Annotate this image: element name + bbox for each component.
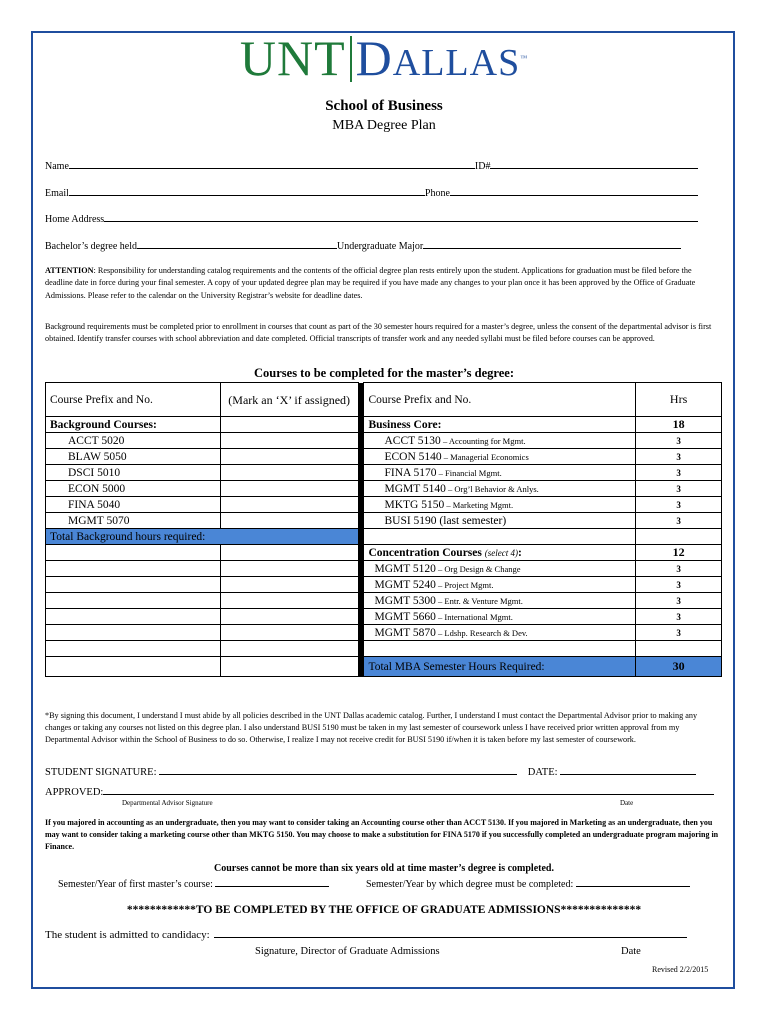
background-label: Background Courses: (46, 417, 221, 433)
unt-dallas-logo (0, 32, 768, 84)
course-hrs: 3 (636, 449, 722, 465)
phone-field[interactable] (450, 185, 698, 196)
course-hrs: 3 (636, 609, 722, 625)
course-code: MGMT 5300 (374, 594, 436, 607)
empty-cell[interactable] (46, 641, 221, 657)
course-code: MGMT 5240 (374, 578, 436, 591)
course-code: MGMT 5870 (374, 626, 436, 639)
table-row (46, 609, 722, 625)
conc-course (364, 577, 636, 593)
core-label: Business Core: (364, 417, 636, 433)
background-course: MGMT 5070 (46, 513, 221, 529)
background-course: DSCI 5010 (46, 465, 221, 481)
table-row (46, 561, 722, 577)
empty-cell[interactable] (46, 609, 221, 625)
table-row (46, 529, 722, 545)
signing-note: *By signing this document, I understand I must abide by all policies described in the UNT Dallas academic catalog. Further, I understand I must contact the Departmental Advisor prior to making any changes or taking any courses not listed on this degree plan. I also understand BUSI 5190 must be taken in my last semester of coursework unless I have received prior written approval from my Departmental Advisor within the School of Business to do so. Otherwise, I realize I may not receive credit for BUSI 5190 if/when it is taken before my last semester of coursework. (45, 711, 698, 744)
background-course: BLAW 5050 (46, 449, 221, 465)
semester-complete-field[interactable] (576, 876, 690, 887)
attention-text: : Responsibility for understanding catalog requirements and the contents of the official degree plan rests entirely upon the student. Applications for graduation must be filed before the deadline date in force during your final semester. A copy of your updated degree plan may be required if you have made any changes to your plan once it has been approved by the Office of Graduate Admissions. Please refer to the calendar on the University Registrar’s website for deadline dates. (45, 266, 696, 300)
mark-cell[interactable] (220, 561, 358, 577)
course-desc: – Managerial Economics (441, 451, 529, 462)
director-date-caption: Date (621, 946, 641, 957)
course-desc: – Ldshp. Research & Dev. (435, 627, 528, 638)
mark-cell[interactable] (220, 625, 358, 641)
conc-course (364, 609, 636, 625)
empty-cell[interactable] (364, 641, 636, 657)
course-desc: – Project Mgmt. (435, 579, 494, 590)
mark-cell[interactable] (220, 481, 358, 497)
logo-dallas-rest: ALLAS (392, 42, 521, 84)
background-course: ECON 5000 (46, 481, 221, 497)
core-course (364, 465, 636, 481)
course-hrs: 3 (636, 433, 722, 449)
course-code: ECON 5140 (384, 450, 442, 463)
id-label: ID# (474, 161, 491, 172)
date-field[interactable] (560, 764, 696, 775)
approved-field[interactable] (103, 784, 714, 795)
advisor-date-caption: Date (620, 799, 634, 807)
candidacy-row (45, 927, 687, 941)
course-hrs: 3 (636, 513, 722, 529)
total-label: Total MBA Semester Hours Required: (364, 657, 636, 677)
course-hrs: 3 (636, 593, 722, 609)
mark-cell[interactable] (220, 497, 358, 513)
advisor-signature-caption: Departmental Advisor Signature (122, 799, 213, 807)
course-desc: – Entr. & Venture Mgmt. (435, 595, 523, 606)
mark-cell[interactable] (220, 577, 358, 593)
conc-select: (select 4) (484, 547, 518, 558)
conc-course (364, 561, 636, 577)
empty-cell[interactable] (636, 529, 722, 545)
id-field[interactable] (490, 158, 698, 169)
logo-dallas (356, 32, 528, 89)
table-row (46, 433, 722, 449)
mark-cell[interactable] (220, 513, 358, 529)
course-desc: – Org’l Behavior & Anlys. (445, 483, 539, 494)
mark-cell[interactable] (220, 433, 358, 449)
conc-label-text: Concentration Courses (368, 546, 485, 559)
course-desc: – International Mgmt. (435, 611, 513, 622)
table-row (46, 497, 722, 513)
core-course (364, 433, 636, 449)
left-header: Course Prefix and No. (46, 383, 221, 417)
background-course: ACCT 5020 (46, 433, 221, 449)
logo-divider (350, 36, 352, 82)
mark-cell[interactable] (220, 593, 358, 609)
mark-cell[interactable] (220, 609, 358, 625)
core-course (364, 481, 636, 497)
empty-cell[interactable] (46, 561, 221, 577)
course-code: MGMT 5140 (384, 482, 446, 495)
empty-cell[interactable] (46, 545, 221, 561)
empty-cell[interactable] (46, 593, 221, 609)
mark-cell[interactable] (220, 417, 358, 433)
approved-label: APPROVED: (45, 787, 104, 798)
six-years-note: Courses cannot be more than six years old at time master’s degree is completed. (214, 863, 554, 874)
course-hrs: 3 (636, 465, 722, 481)
name-label: Name (45, 161, 69, 172)
director-caption: Signature, Director of Graduate Admissions (255, 946, 440, 957)
course-hrs: 3 (636, 497, 722, 513)
conc-hrs: 12 (636, 545, 722, 561)
mark-cell[interactable] (220, 545, 358, 561)
major-label: Undergraduate Major (337, 241, 424, 252)
course-code: MGMT 5120 (374, 562, 436, 575)
logo-dallas-initial: D (355, 30, 393, 86)
table-row (46, 593, 722, 609)
student-signature-label: STUDENT SIGNATURE: (45, 767, 157, 778)
mark-cell[interactable] (220, 641, 358, 657)
table-row (46, 657, 722, 677)
semester-first-label: Semester/Year of first master’s course: (58, 879, 213, 890)
table-row (46, 449, 722, 465)
logo-trademark: ™ (520, 54, 529, 62)
semester-first-row (58, 876, 329, 890)
bachelor-label: Bachelor’s degree held (45, 241, 137, 252)
candidacy-field[interactable] (214, 927, 687, 938)
core-course (364, 513, 636, 529)
background-total: Total Background hours required: (46, 529, 359, 545)
mark-header: (Mark an ‘X’ if assigned) (220, 383, 358, 417)
conc-colon: : (517, 546, 522, 559)
course-hrs: 3 (636, 577, 722, 593)
empty-cell[interactable] (364, 529, 636, 545)
bachelor-field[interactable] (137, 238, 337, 249)
table-row (46, 545, 722, 561)
student-signature-field[interactable] (159, 764, 517, 775)
empty-cell[interactable] (46, 657, 221, 677)
course-desc: – Marketing Mgmt. (444, 499, 514, 510)
mark-cell[interactable] (220, 449, 358, 465)
mark-cell[interactable] (220, 657, 358, 677)
table-row (46, 641, 722, 657)
course-code: BUSI 5190 (last semester) (384, 514, 507, 527)
course-hrs: 3 (636, 561, 722, 577)
core-hrs: 18 (636, 417, 722, 433)
table-header-row (46, 383, 722, 417)
table-row (46, 417, 722, 433)
table-row (46, 465, 722, 481)
courses-table (45, 382, 722, 677)
background-course: FINA 5040 (46, 497, 221, 513)
email-row (45, 185, 698, 199)
table-row (46, 577, 722, 593)
school-title: School of Business (325, 98, 443, 114)
hrs-header: Hrs (636, 383, 722, 417)
course-desc: – Financial Mgmt. (436, 467, 502, 478)
course-code: MKTG 5150 (384, 498, 445, 511)
approved-row (45, 784, 714, 798)
phone-label: Phone (424, 188, 450, 199)
logo-unt: UNT (239, 30, 346, 86)
major-field[interactable] (423, 238, 681, 249)
table-row (46, 513, 722, 529)
accounting-note: If you majored in accounting as an undergraduate, then you may want to consider taking an Accounting course other than ACCT 5130. If you majored in Marketing as an undergraduate, then you may want to consider taking a marketing course other than MKTG 5150. You may choose to make a substitution for FINA 5170 if you successfully completed an undergraduate program majoring in Finance. (45, 818, 719, 851)
course-code: ACCT 5130 (384, 434, 441, 447)
semester-complete-row (366, 876, 690, 890)
course-code: FINA 5170 (384, 466, 437, 479)
office-banner: ************TO BE COMPLETED BY THE OFFICE OF GRADUATE ADMISSIONS************** (126, 904, 642, 916)
revised-date: Revised 2/2/2015 (652, 965, 709, 974)
core-course (364, 449, 636, 465)
core-course (364, 497, 636, 513)
course-desc: – Org Design & Change (435, 563, 521, 574)
background-paragraph: Background requirements must be completed prior to enrollment in courses that count as part of the 30 semester hours required for a master’s degree, unless the consent of the departmental advisor is first obtained. Identify transfer courses with school abbreviation and date completed. Official transcripts of transfer work and any needed syllabi must be filed before courses can be approved. (45, 322, 712, 344)
courses-title: Courses to be completed for the master’s degree: (254, 366, 514, 380)
student-signature-row (45, 764, 696, 778)
email-field[interactable] (69, 185, 425, 196)
course-hrs: 3 (636, 625, 722, 641)
attention-paragraph (45, 265, 720, 302)
address-field[interactable] (104, 211, 698, 222)
course-code: MGMT 5660 (374, 610, 436, 623)
right-header: Course Prefix and No. (364, 383, 636, 417)
semester-complete-label: Semester/Year by which degree must be completed: (366, 879, 574, 890)
total-hrs: 30 (636, 657, 722, 677)
conc-course (364, 625, 636, 641)
mark-cell[interactable] (220, 465, 358, 481)
table-row (46, 481, 722, 497)
empty-cell[interactable] (636, 641, 722, 657)
date-label: DATE: (527, 767, 558, 778)
semester-first-field[interactable] (215, 876, 329, 887)
name-field[interactable] (69, 158, 475, 169)
degree-row (45, 238, 681, 252)
attention-label: ATTENTION (45, 266, 94, 275)
empty-cell[interactable] (46, 577, 221, 593)
email-label: Email (45, 188, 69, 199)
empty-cell[interactable] (46, 625, 221, 641)
table-row (46, 625, 722, 641)
address-row (45, 211, 698, 225)
concentration-label (364, 545, 636, 561)
plan-title: MBA Degree Plan (332, 118, 436, 133)
name-row (45, 158, 698, 172)
course-desc: – Accounting for Mgmt. (440, 435, 526, 446)
conc-course (364, 593, 636, 609)
candidacy-label: The student is admitted to candidacy: (45, 929, 210, 941)
address-label: Home Address (45, 214, 105, 225)
course-hrs: 3 (636, 481, 722, 497)
